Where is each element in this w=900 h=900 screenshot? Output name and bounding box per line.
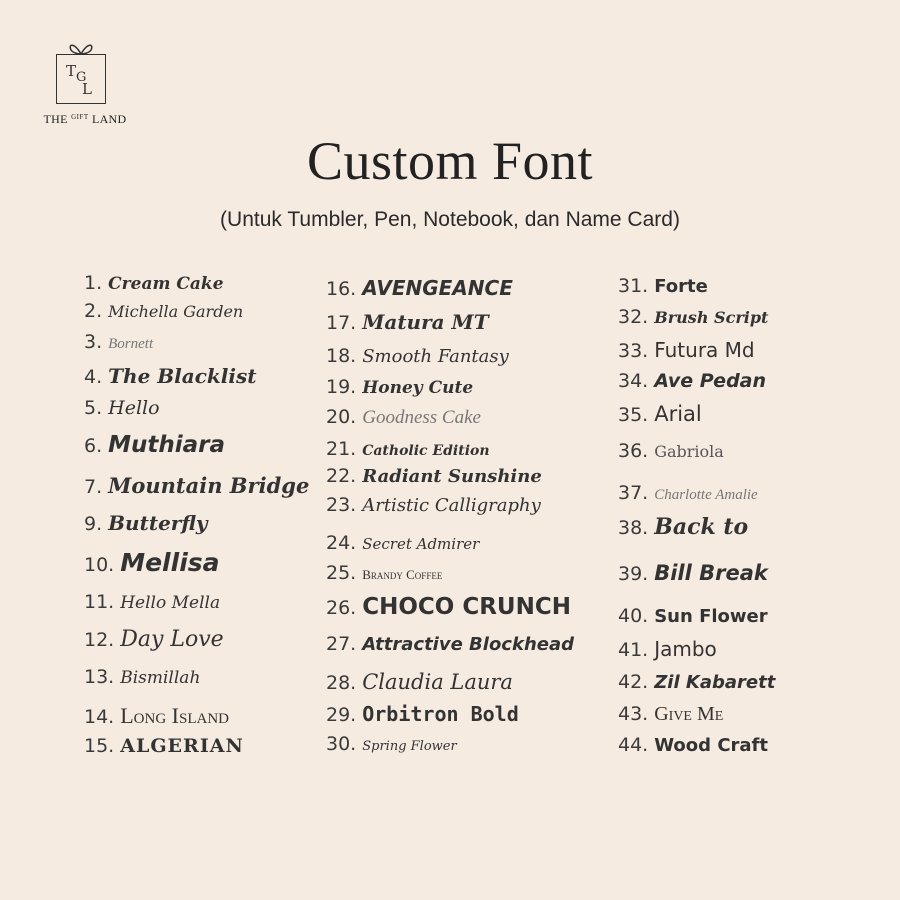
font-item: 42. Zil Kabarett [618, 671, 776, 693]
font-item: 10. Mellisa [84, 548, 220, 577]
page-subtitle: (Untuk Tumbler, Pen, Notebook, dan Name Card) [220, 208, 680, 231]
font-item: 7. Mountain Bridge [84, 473, 310, 498]
font-item: 21. Catholic Edition [326, 438, 490, 460]
font-item: 14. Long Island [84, 703, 229, 728]
font-item: 12. Day Love [84, 627, 224, 652]
font-item: 41. Jambo [618, 637, 717, 661]
font-item: 19. Honey Cute [326, 376, 474, 398]
font-item: 28. Claudia Laura [326, 670, 513, 694]
font-item: 3. Bornett [84, 331, 154, 353]
font-item: 16. AVENGEANCE [326, 276, 513, 300]
font-item: 30. Spring Flower [326, 733, 457, 755]
font-item: 43. Give Me [618, 703, 724, 725]
font-item: 18. Smooth Fantasy [326, 345, 509, 367]
font-item: 25. Brandy Coffee [326, 562, 443, 584]
font-item: 33. Futura Md [618, 338, 755, 362]
font-item: 32. Brush Script [618, 306, 769, 328]
page-title: Custom Font [306, 131, 594, 191]
font-item: 20. Goodness Cake [326, 406, 481, 428]
font-item: 22. Radiant Sunshine [326, 465, 542, 487]
font-item: 17. Matura MT [326, 310, 489, 334]
font-item: 24. Secret Admirer [326, 532, 480, 554]
font-item: 39. Bill Break [618, 561, 768, 585]
font-item: 1. Cream Cake [84, 272, 224, 294]
font-item: 15. ALGERIAN [84, 735, 244, 757]
font-item: 5. Hello [84, 397, 160, 419]
logo-monogram: T G L [66, 62, 92, 98]
font-item: 9. Butterfly [84, 511, 208, 535]
font-item: 26. CHOCO CRUNCH [326, 594, 571, 620]
font-item: 23. Artistic Calligraphy [326, 494, 541, 516]
font-item: 40. Sun Flower [618, 605, 768, 627]
logo-wordmark: THE $^{GIFT}$ LAND [43, 112, 127, 126]
font-item: 11. Hello Mella [84, 591, 221, 613]
font-item: 6. Muthiara [84, 432, 226, 458]
font-item: 44. Wood Craft [618, 734, 768, 756]
font-item: 38. Back to [618, 514, 749, 540]
font-item: 31. Forte [618, 275, 708, 297]
font-item: 4. The Blacklist [84, 364, 257, 388]
font-item: 34. Ave Pedan [618, 370, 767, 392]
font-item: 2. Michella Garden [84, 300, 244, 322]
font-item: 35. Arial [618, 402, 702, 426]
font-item: 29. Orbitron Bold [326, 702, 519, 726]
font-item: 27. Attractive Blockhead [326, 633, 574, 655]
font-item: 37. Charlotte Amalie [618, 482, 758, 504]
font-item: 36. Gabriola [618, 440, 724, 462]
font-item: 13. Bismillah [84, 666, 201, 688]
